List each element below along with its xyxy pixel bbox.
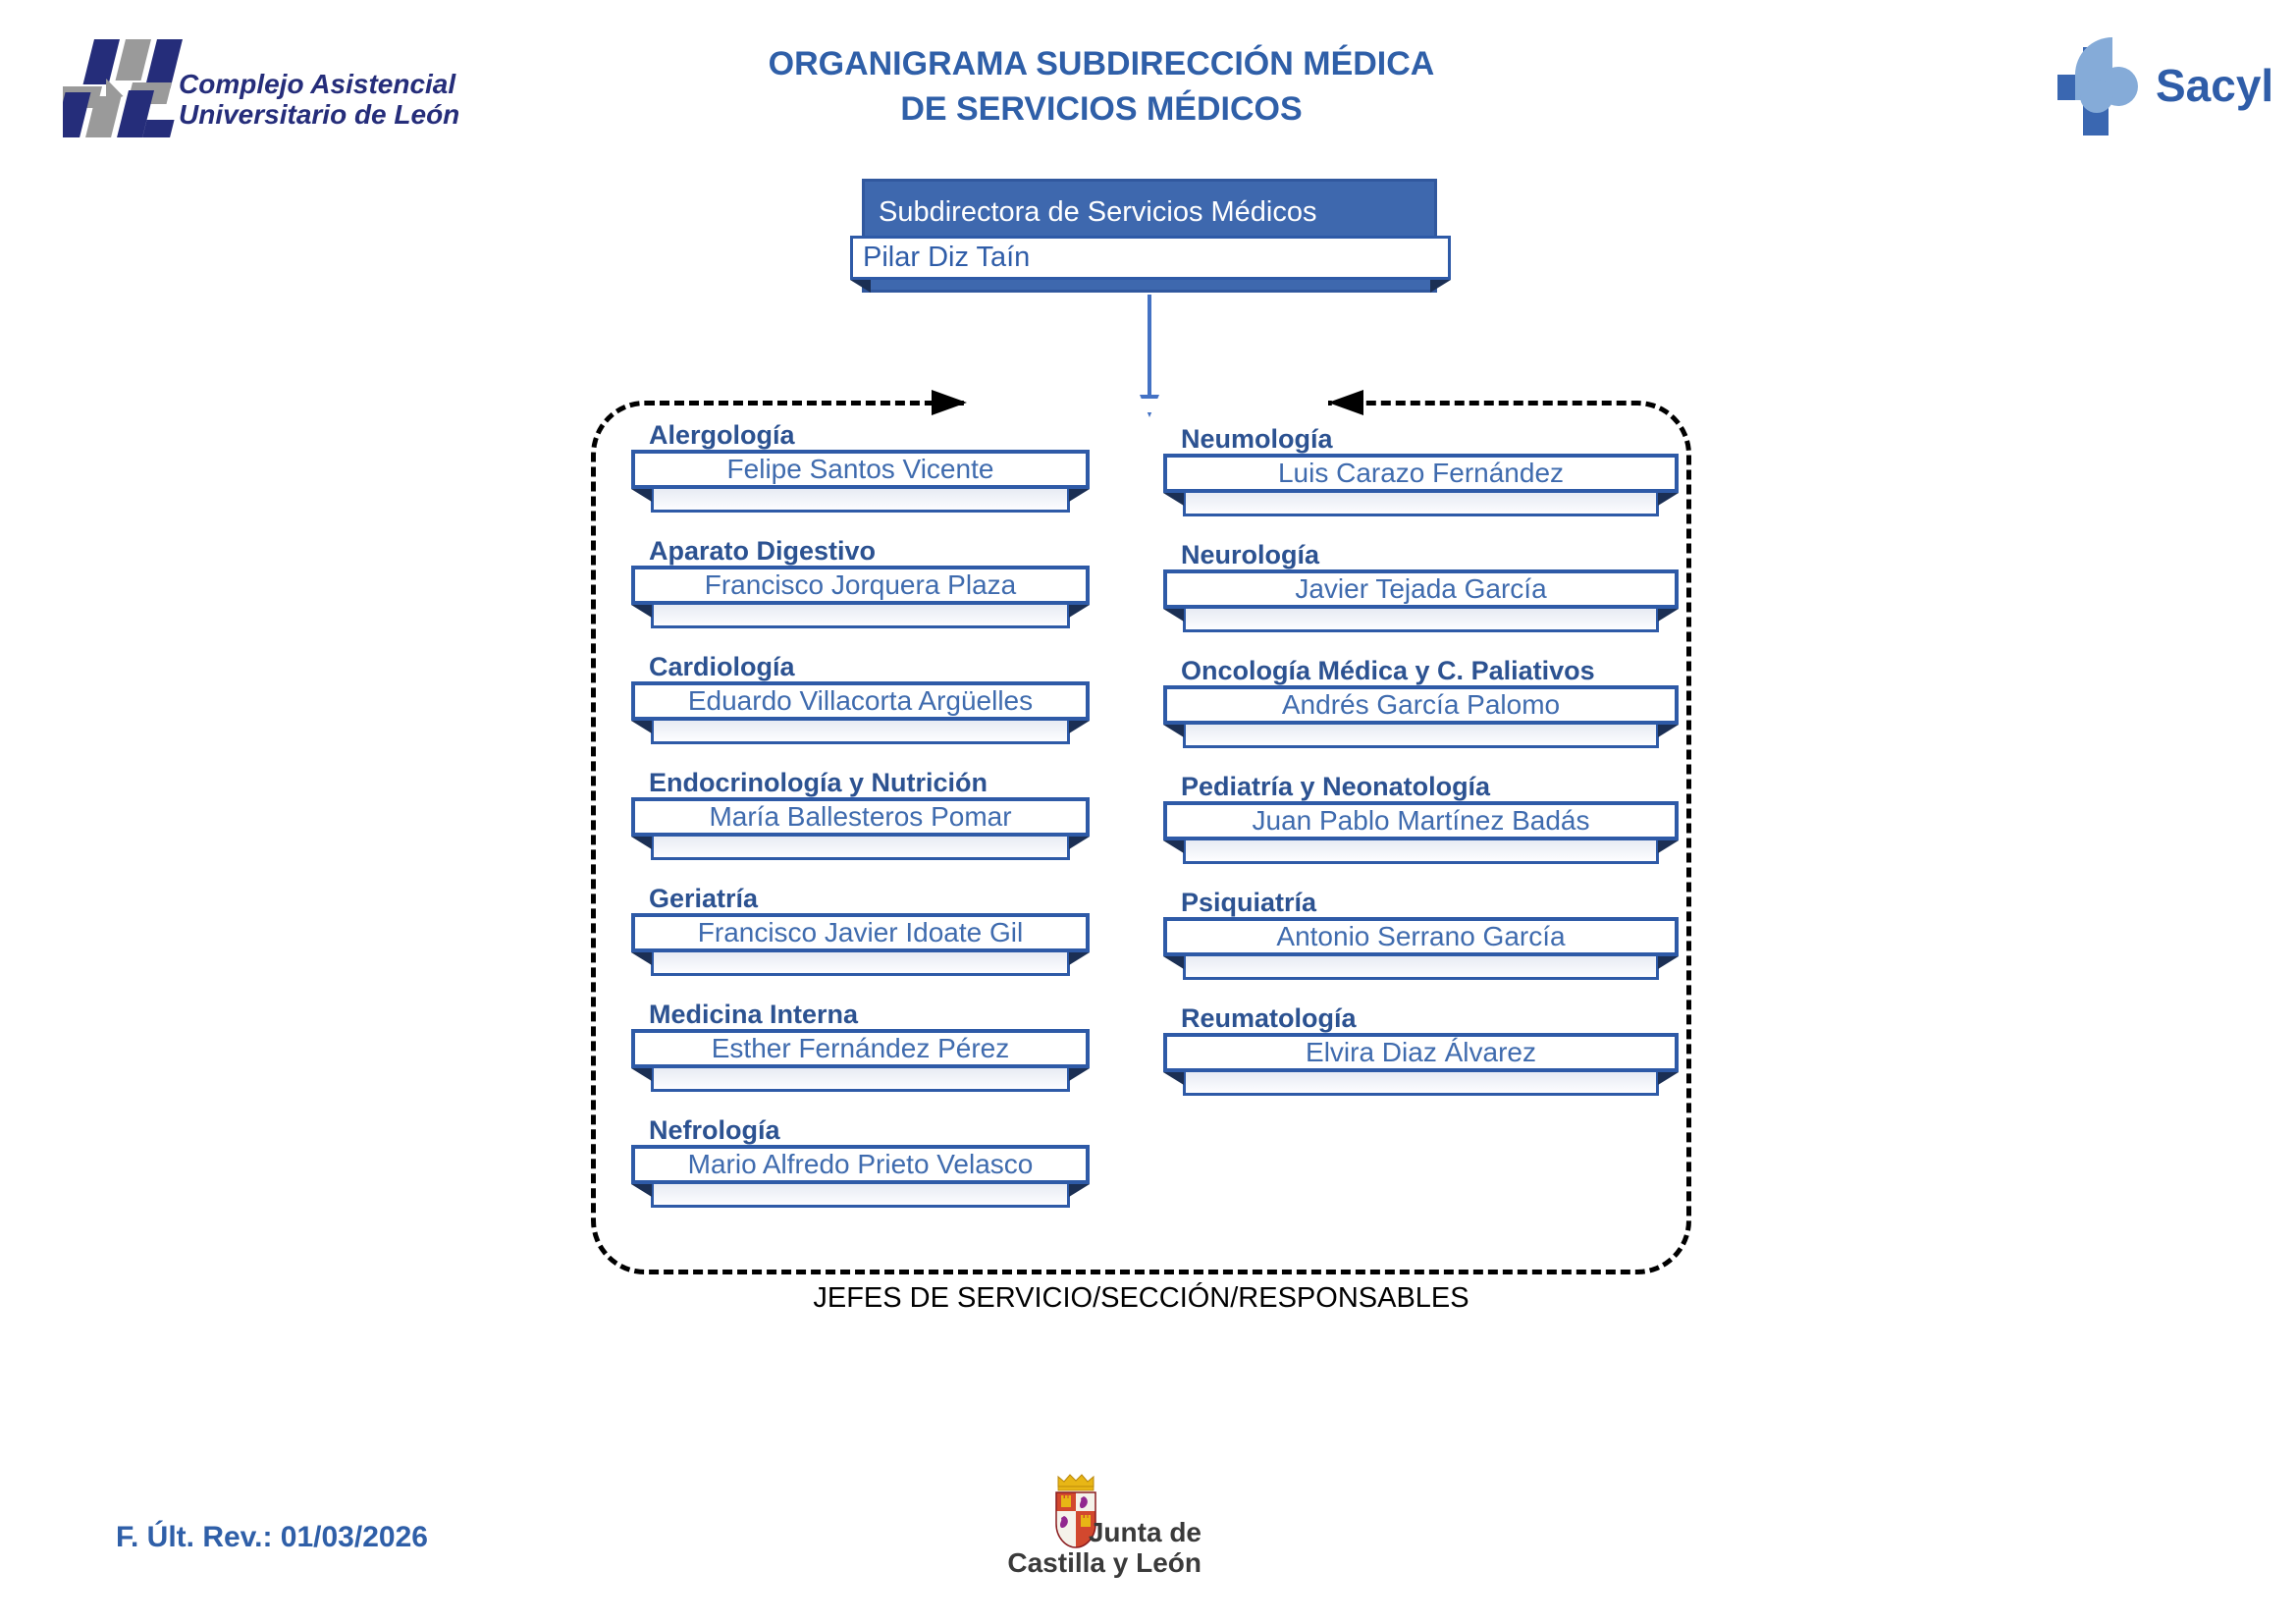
plaque-fold-left [631,605,652,618]
chief-name: Esther Fernández Pérez [711,1033,1010,1063]
chief-name-box [631,681,1090,721]
department-label: Medicina Interna [649,1000,859,1029]
plaque-shadow-box [651,952,1070,976]
plaque-fold-left [1163,840,1184,853]
plaque-fold-left [631,1068,652,1081]
page-title [709,41,1494,132]
dashed-frame-gap [967,399,1328,412]
chief-name: Mario Alfredo Prieto Velasco [687,1149,1034,1179]
plaque-fold-left [631,1184,652,1197]
plaque-shadow-box [1183,956,1659,980]
chief-name: Francisco Jorquera Plaza [704,569,1017,600]
department-entry [1163,1003,1679,1119]
revision-date: F. Últ. Rev.: 01/03/2026 [116,1521,428,1553]
chief-name: Juan Pablo Martínez Badás [1252,805,1590,836]
department-entry [1163,888,1679,1003]
plaque-fold-right [1658,609,1679,622]
plaque-shadow-box [1183,609,1659,632]
chief-name: Elvira Diaz Álvarez [1306,1037,1536,1067]
left-department-column [631,420,1090,1231]
plaque-fold-left [631,837,652,849]
chief-name: Luis Carazo Fernández [1277,458,1565,488]
chief-name-box [1163,801,1679,840]
chief-name-box [631,566,1090,605]
department-entry [631,768,1090,884]
department-label: Oncología Médica y C. Paliativos [1181,656,1595,685]
department-entry [631,652,1090,768]
department-label: Cardiología [649,652,795,681]
plaque-fold-right [1069,489,1090,502]
plaque-fold-right [1069,1184,1090,1197]
plaque-shadow-box [651,1068,1070,1092]
right-arrowhead-icon [932,390,967,415]
department-entry [1163,772,1679,888]
org-name-line2: Universitario de León [179,99,460,130]
root-name-band [850,236,1451,280]
org-name [179,69,459,130]
plaque-shadow-box [651,837,1070,860]
plaque-fold-left [1163,725,1184,737]
department-label: Geriatría [649,884,759,913]
chief-name-plaque [1163,685,1679,748]
plaque-shadow-box [1183,493,1659,516]
chief-name-box [631,913,1090,952]
group-caption: JEFES DE SERVICIO/SECCIÓN/RESPONSABLES [813,1282,1469,1314]
junta-label-line2: Castilla y León [1007,1547,1201,1578]
department-entry [631,420,1090,536]
chief-name-box [631,450,1090,489]
plaque-fold-right [1069,837,1090,849]
department-label: Endocrinología y Nutrición [649,768,988,797]
root-name: Pilar Diz Taín [863,242,1031,273]
plaque-fold-right [1658,840,1679,853]
chief-name-box [631,1029,1090,1068]
chief-name: Javier Tejada García [1295,573,1547,604]
department-label: Alergología [649,420,795,450]
chief-name: Andrés García Palomo [1281,689,1561,720]
chief-name-plaque [1163,454,1679,516]
chief-name-box [1163,1033,1679,1072]
department-entry [1163,656,1679,772]
chief-name-plaque [1163,1033,1679,1096]
chief-name-box [631,797,1090,837]
plaque-fold-right [1658,1072,1679,1085]
chief-name-plaque [1163,569,1679,632]
chief-name: Eduardo Villacorta Argüelles [687,685,1034,716]
department-entry [631,1115,1090,1231]
plaque-fold-right [1658,493,1679,506]
plaque-fold-left [1163,956,1184,969]
chief-name-plaque [631,566,1090,628]
department-entry [1163,540,1679,656]
department-label: Pediatría y Neonatología [1181,772,1491,801]
chief-name: María Ballesteros Pomar [709,801,1012,832]
plaque-shadow-box [1183,840,1659,864]
department-label: Psiquiatría [1181,888,1317,917]
chief-name-box [1163,685,1679,725]
plaque-fold-left [1163,493,1184,506]
plaque-fold-right [1658,956,1679,969]
sacyl-logo-icon [2054,33,2152,141]
plaque-shadow-box [651,489,1070,513]
plaque-fold-left [631,489,652,502]
plaque-shadow-box [1183,1072,1659,1096]
plaque-fold-left [1163,1072,1184,1085]
chief-name-plaque [631,1145,1090,1208]
plaque-fold-left [1163,609,1184,622]
chief-name-plaque [1163,917,1679,980]
department-entry [1163,424,1679,540]
chief-name-plaque [631,1029,1090,1092]
plaque-shadow-box [651,605,1070,628]
department-label: Aparato Digestivo [649,536,877,566]
sacyl-label: Sacyl [2156,60,2274,111]
left-arrowhead-icon [1328,390,1363,415]
junta-label [982,1517,1201,1578]
department-label: Neurología [1181,540,1320,569]
department-label: Nefrología [649,1115,780,1145]
department-entry [631,884,1090,1000]
complejo-asistencial-logo-icon [63,39,183,137]
chief-name-plaque [631,913,1090,976]
chief-name: Felipe Santos Vicente [726,454,994,484]
chief-name-box [1163,454,1679,493]
department-entry [631,1000,1090,1115]
department-label: Neumología [1181,424,1333,454]
chief-name-box [1163,569,1679,609]
junta-label-line1: Junta de [1088,1517,1201,1547]
chief-name: Francisco Javier Idoate Gil [697,917,1024,947]
plaque-shadow-box [651,1184,1070,1208]
page-title-line1: ORGANIGRAMA SUBDIRECCIÓN MÉDICA [768,45,1435,82]
page-title-line2: DE SERVICIOS MÉDICOS [900,90,1303,128]
department-entry [631,536,1090,652]
chief-name-plaque [1163,801,1679,864]
department-label: Reumatología [1181,1003,1357,1033]
plaque-shadow-box [1183,725,1659,748]
chief-name: Antonio Serrano García [1276,921,1566,951]
plaque-fold-left [631,952,652,965]
plaque-fold-right [1069,605,1090,618]
chief-name-plaque [631,797,1090,860]
plaque-fold-right [1658,725,1679,737]
org-name-line1: Complejo Asistencial [179,69,456,99]
chief-name-plaque [631,681,1090,744]
plaque-fold-right [1069,1068,1090,1081]
root-title: Subdirectora de Servicios Médicos [879,196,1317,228]
chief-name-box [631,1145,1090,1184]
plaque-fold-right [1069,952,1090,965]
plaque-fold-right [1069,721,1090,733]
root-plaque-fold-right [1430,280,1451,293]
right-department-column [1163,424,1679,1119]
chief-name-box [1163,917,1679,956]
chief-name-plaque [631,450,1090,513]
plaque-shadow-box [651,721,1070,744]
plaque-fold-left [631,721,652,733]
root-plaque-fold-left [850,280,871,293]
